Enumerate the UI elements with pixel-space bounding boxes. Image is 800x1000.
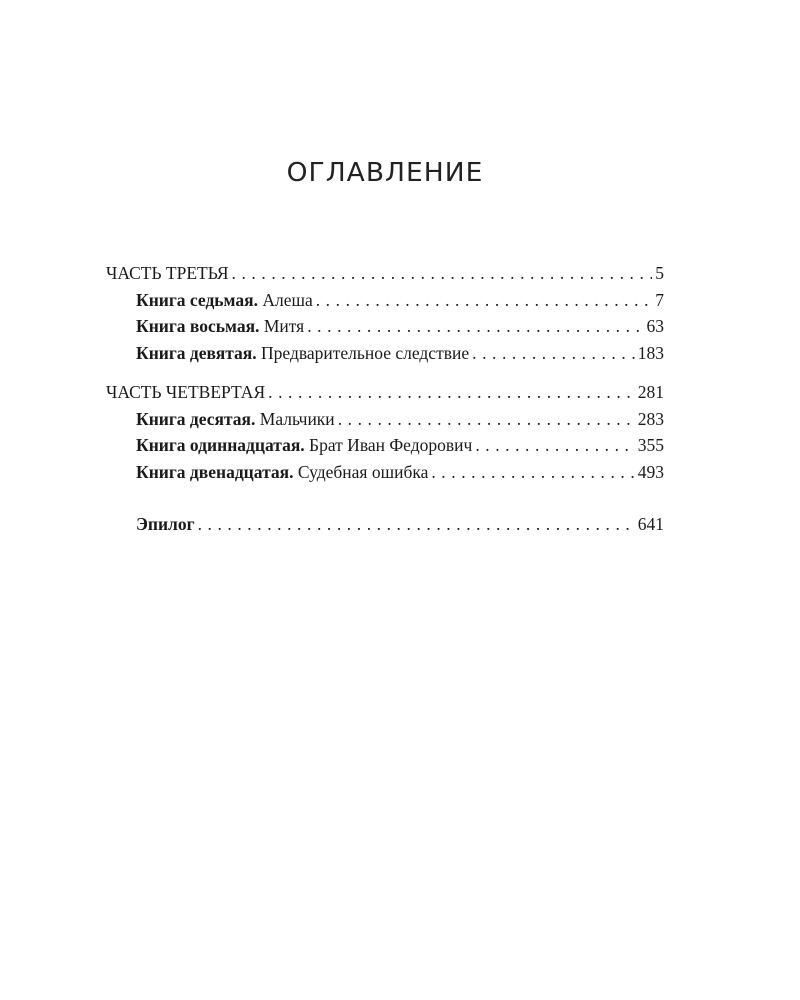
book-title: Судебная ошибка	[297, 461, 429, 482]
dot-leader	[431, 459, 634, 486]
toc-entry-book-seven[interactable]	[106, 287, 664, 314]
dot-leader	[316, 287, 653, 314]
book-title: Митя	[263, 316, 305, 336]
toc-page-number: 183	[637, 342, 664, 363]
toc-entry-epilogue[interactable]	[106, 511, 664, 538]
book-number: Эпилог	[136, 514, 195, 534]
toc-entry-book-eleven[interactable]	[106, 432, 664, 459]
book-number: Книга девятая.	[136, 342, 257, 363]
book-title: Мальчики	[259, 408, 335, 429]
toc-page-number: 493	[637, 461, 664, 482]
toc-page-number: 281	[637, 382, 664, 402]
dot-leader	[268, 379, 635, 406]
book-number: Книга восьмая.	[136, 316, 260, 336]
toc-entry-label: ЧАСТЬ ЧЕТВЕРТАЯ	[106, 382, 266, 402]
toc-entry-part-three[interactable]	[106, 260, 664, 287]
book-number: Книга десятая.	[136, 408, 256, 429]
book-title: Предварительное следствие	[261, 342, 470, 363]
page-title: ОГЛАВЛЕНИЕ	[286, 158, 484, 188]
toc-entry-label	[136, 511, 195, 538]
toc-page-number: 63	[646, 316, 664, 336]
table-of-contents	[106, 260, 664, 538]
toc-entry-book-twelve[interactable]	[106, 459, 664, 486]
dot-leader	[475, 432, 634, 459]
toc-page-number: 355	[637, 435, 664, 455]
dot-leader	[472, 340, 635, 367]
toc-entry-label: ЧАСТЬ ТРЕТЬЯ	[106, 263, 229, 283]
toc-entry-book-eight[interactable]	[106, 313, 664, 340]
toc-entry-label	[136, 432, 472, 459]
dot-leader	[307, 313, 643, 340]
book-number: Книга одиннадцатая.	[136, 435, 305, 455]
book-title: Брат Иван Федорович	[309, 435, 473, 455]
book-number: Книга двенадцатая.	[136, 461, 294, 482]
toc-entry-label	[136, 340, 469, 367]
book-title: Алеша	[262, 289, 313, 310]
toc-entry-label	[136, 459, 428, 486]
toc-entry-book-ten[interactable]	[106, 406, 664, 433]
toc-page-number: 283	[637, 408, 664, 429]
toc-page-number: 641	[637, 514, 664, 534]
toc-entry-label	[136, 287, 313, 314]
book-number: Книга седьмая.	[136, 289, 258, 310]
dot-leader	[338, 406, 635, 433]
toc-entry-book-nine[interactable]	[106, 340, 664, 367]
dot-leader	[232, 260, 653, 287]
toc-page-number: 5	[655, 263, 664, 283]
toc-entry-label	[136, 406, 335, 433]
dot-leader	[198, 511, 635, 538]
toc-page-number: 7	[655, 289, 664, 310]
toc-entry-label	[136, 313, 304, 340]
toc-entry-part-four[interactable]	[106, 379, 664, 406]
